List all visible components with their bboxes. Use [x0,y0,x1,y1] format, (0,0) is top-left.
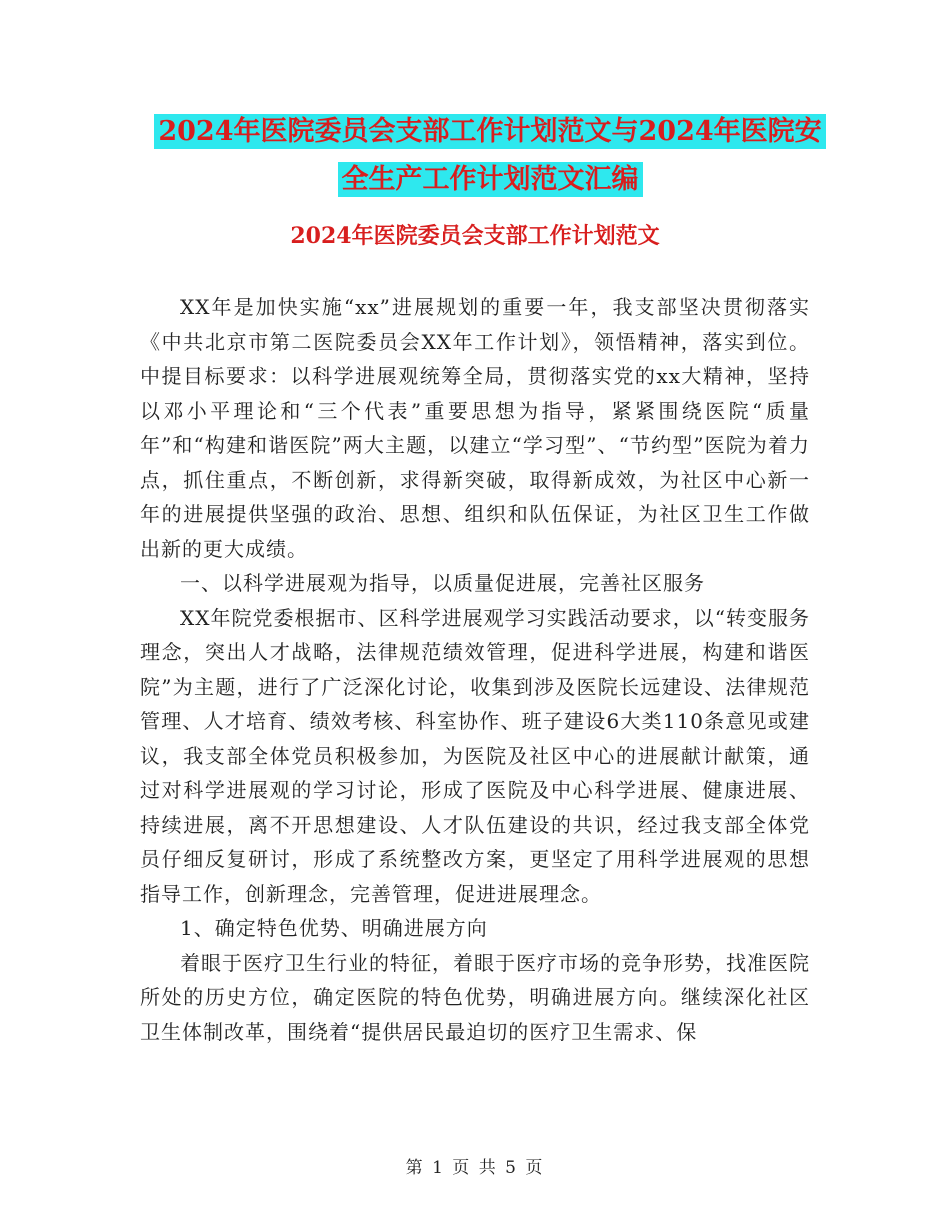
section-title: 2024年医院委员会支部工作计划范文 [290,223,660,249]
title-line-2: 全生产工作计划范文汇编 [338,162,643,197]
paragraph: 1、确定特色优势、明确进展方向 [180,916,488,940]
paragraph: 着眼于医疗卫生行业的特征，着眼于医疗市场的竞争形势，找准医院所处的历史方位，确定医院的特色优势，明确进展方向。继续深化社区卫生体制改革，围绕着“提供居民最迫切的医疗卫生需求、保 [140,950,810,1044]
document-title [140,108,840,204]
title-line-1: 2024年医院委员会支部工作计划范文与2024年医院安 [154,114,825,149]
page-footer: 第 1 页 共 5 页 [405,1158,545,1178]
paragraph: 一、以科学进展观为指导，以质量促进展，完善社区服务 [180,571,705,595]
document-body [140,290,810,1049]
paragraph: XX年院党委根据市、区科学进展观学习实践活动要求，以“转变服务理念，突出人才战略，法律规范绩效管理，促进科学进展，构建和谐医院”为主题，进行了广泛深化讨论，收集到涉及医院长远建设、法律规范管理、人才培育、绩效考核、科室协作、班子建设6大类110条意见或建议，我支部全体党员积极参加，为医院及社区中心的进展献计献策，通过对科学进展观的学习讨论，形成了医院及中心科学进展、健康进展、持续进展，离不开思想建设、人才队伍建设的共识，经过我支部全体党员仔细反复研讨，形成了系统整改方案，更坚定了用科学进展观的思想指导工作，创新理念，完善管理，促进进展理念。 [140,605,810,906]
paragraph: XX年是加快实施“xx”进展规划的重要一年，我支部坚决贯彻落实《中共北京市第二医院委员会XX年工作计划》，领悟精神，落实到位。中提目标要求：以科学进展观统筹全局，贯彻落实党的xx大精神，坚持以邓小平理论和“三个代表”重要思想为指导，紧紧围绕医院“质量年”和“构建和谐医院”两大主题，以建立“学习型”、“节约型”医院为着力点，抓住重点，不断创新，求得新突破，取得新成效，为社区中心新一年的进展提供坚强的政治、思想、组织和队伍保证，为社区卫生工作做出新的更大成绩。 [140,295,810,561]
